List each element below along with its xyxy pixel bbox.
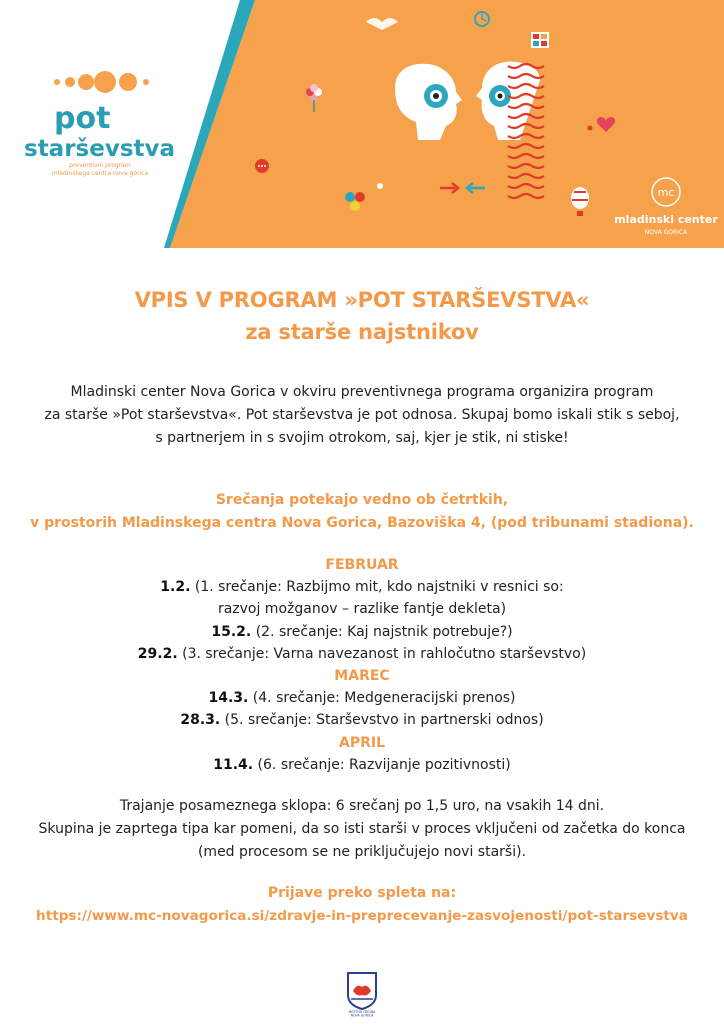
page-title-line1: VPIS V PROGRAM »POT STARŠEVSTVA« — [134, 288, 590, 312]
signup-link[interactable]: https://www.mc-novagorica.si/zdravje-in-preprecevanje-zasvojenosti/pot-starsevstva — [36, 908, 688, 924]
session-1 — [0, 576, 724, 598]
mc-logo-city: NOVA GORICA — [644, 229, 688, 236]
mc-logo-name: mladinski center — [614, 213, 718, 226]
month-heading-february: FEBRUAR — [325, 557, 399, 573]
meetings-info — [0, 489, 724, 535]
session-4 — [0, 687, 724, 709]
intro-line: za starše »Pot starševstva«. Pot starševstva je pot odnosa. Skupaj bomo iskali stik s seboj, — [44, 407, 680, 423]
chat-bubble-icon — [255, 159, 269, 173]
dot-icon — [588, 126, 593, 131]
month-heading-april: APRIL — [338, 734, 385, 751]
session-date: 14.3. — [208, 690, 249, 707]
logo-subtitle-2: mladinskega centra nova gorica — [51, 170, 149, 177]
duration-paragraph — [0, 795, 724, 864]
duration-line: (med procesom se ne priključujejo novi starši). — [197, 844, 527, 860]
signup-label: Prijave preko spleta na: — [267, 885, 457, 901]
session-text: (2. srečanje: Kaj najstnik potrebuje?) — [251, 623, 513, 640]
puzzle-icon — [531, 32, 549, 48]
session-3 — [0, 643, 724, 665]
session-date: 1.2. — [160, 579, 191, 596]
mc-logo-badge: mc — [657, 186, 675, 199]
session-text: (4. srečanje: Medgeneracijski prenos) — [248, 690, 516, 707]
crest-text-line1: MESTNA OBČINA — [348, 1010, 376, 1014]
intro-paragraph — [0, 381, 724, 450]
session-text: (5. srečanje: Starševstvo in partnerski odnos) — [220, 712, 544, 729]
duration-line: Skupina je zaprtega tipa kar pomeni, da so isti starši v proces vključeni od začetka do konca — [38, 821, 686, 837]
month-heading-march: MAREC — [334, 668, 390, 685]
session-text: (1. srečanje: Razbijmo mit, kdo najstniki v resnici so: — [190, 579, 564, 596]
session-text: (6. srečanje: Razvijanje pozitivnosti) — [253, 756, 511, 773]
session-date: 15.2. — [211, 623, 252, 640]
logo-subtitle-1: preventivni program — [69, 162, 131, 169]
intro-line: s partnerjem in s svojim otrokom, saj, kjer je stik, ni stiske! — [155, 430, 569, 446]
duration-line: Trajanje posameznega sklopa: 6 srečanj po 1,5 uro, na vsakih 14 dni. — [119, 798, 605, 814]
session-date: 29.2. — [137, 645, 178, 662]
page-title-line2: za starše najstnikov — [245, 320, 479, 344]
meetings-info-line2: v prostorih Mladinskega centra Nova Gorica, Bazoviška 4, (pod tribunami stadiona). — [30, 515, 694, 531]
crest-text-line2: NOVA GORICA — [350, 1013, 374, 1017]
session-date: 28.3. — [180, 712, 221, 729]
session-6 — [0, 754, 724, 776]
session-date: 11.4. — [213, 756, 254, 773]
logo-dots — [54, 71, 149, 93]
signup-section — [0, 882, 724, 928]
session-text: (3. srečanje: Varna navezanost in rahločutno starševstvo) — [177, 645, 587, 662]
municipality-crest-logo — [345, 971, 379, 1017]
logo-title-line1: pot — [54, 101, 111, 136]
session-2 — [0, 621, 724, 643]
meetings-info-line1: Srečanja potekajo vedno ob četrtkih, — [215, 492, 509, 508]
schedule — [0, 554, 724, 776]
intro-line: Mladinski center Nova Gorica v okviru preventivnega programa organizira program — [70, 384, 654, 400]
logo-title-line2: starševstva — [24, 136, 176, 162]
session-1-continued: razvoj možganov – razlike fantje dekleta) — [217, 601, 507, 618]
session-5 — [0, 709, 724, 731]
page-title — [0, 284, 724, 348]
header-banner — [0, 0, 724, 248]
